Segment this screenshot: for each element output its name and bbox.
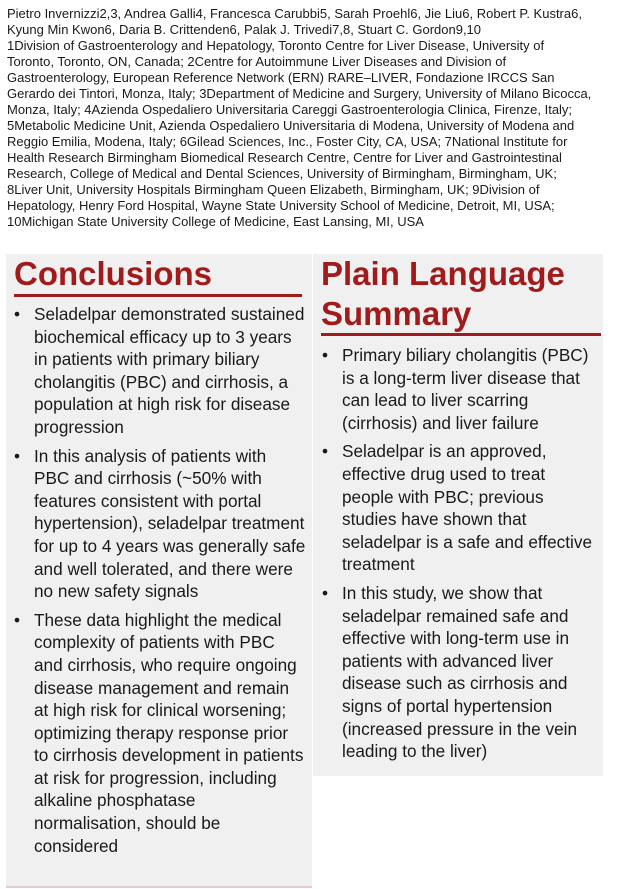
summary-bullet: • In this study, we show that seladelpar remained safe and effective with long-term use in patients with advanced liver disease such as cirrhosis and signs of portal hypertension (increased pressure in the vein leading to the liver)	[320, 582, 598, 763]
authors-affiliations: Pietro Invernizzi2,3, Andrea Galli4, Francesca Carubbi5, Sarah Proehl6, Jie Liu6, Robert P. Kustra6, Kyung Min Kwon6, Daria B. Crittenden6, Palak J. Trivedi7,8, Stuart C. Gordon9,10 1Division of Gastroenterology and Hepatology, Toronto Centre for Liver Disease, University of Toronto, Toronto, ON, Canada; 2Centre for Autoimmune Liver Diseases and Division of Gastroenterology, European Reference Network (ERN) RARE–LIVER, Fondazione IRCCS San Gerardo dei Tintori, Monza, Italy; 3Department of Medicine and Surgery, University of Milano Bicocca, Monza, Italy; 4Azienda Ospedaliero Universitaria Careggi Gastroenterologia Clinica, Firenze, Italy; 5Metabolic Medicine Unit, Azienda Ospedaliero Universitaria di Modena, University of Modena and Reggio Emilia, Modena, Italy; 6Gilead Sciences, Inc., Foster City, CA, USA; 7National Institute for Health Research Birmingham Biomedical Research Centre, Centre for Liver and Gastrointestinal Research, College of Medical and Dental Sciences, University of Birmingham, Birmingham, UK; 8Liver Unit, University Hospitals Birmingham Queen Elizabeth, Birmingham, UK; 9Division of Hepatology, Henry Ford Hospital, Wayne State University School of Medicine, Detroit, MI, USA; 10Michigan State University College of Medicine, East Lansing, MI, USA	[7, 6, 592, 229]
bottom-divider	[6, 886, 312, 888]
summary-bullet: • Seladelpar is an approved, effective drug used to treat people with PBC; previous studies have shown that seladelpar is a safe and effective treatment	[320, 440, 598, 576]
summary-bullet: • Primary biliary cholangitis (PBC) is a long-term liver disease that can lead to liver scarring (cirrhosis) and liver failure	[320, 344, 598, 434]
conclusions-divider	[14, 294, 302, 297]
conclusions-bullet: • These data highlight the medical complexity of patients with PBC and cirrhosis, who require ongoing disease management and remain at high risk for clinical worsening; optimizing therapy response prior to cirrhosis development in patients at risk for progression, including alkaline phosphatase normalisation, should be considered	[12, 609, 306, 858]
conclusions-bullet: • Seladelpar demonstrated sustained biochemical efficacy up to 3 years in patients with primary biliary cholangitis (PBC) and cirrhosis, a population at high risk for disease progression	[12, 303, 306, 439]
plain-language-summary-list	[320, 344, 598, 769]
plain-language-summary-divider	[321, 333, 601, 336]
conclusions-heading: Conclusions	[14, 255, 213, 292]
plain-language-summary-heading: Plain Language Summary	[321, 255, 565, 332]
conclusions-list	[12, 303, 306, 863]
conclusions-bullet: • In this analysis of patients with PBC and cirrhosis (~50% with features consistent with portal hypertension), seladelpar treatment for up to 4 years was generally safe and well tolerated, and there were no new safety signals	[12, 445, 306, 603]
